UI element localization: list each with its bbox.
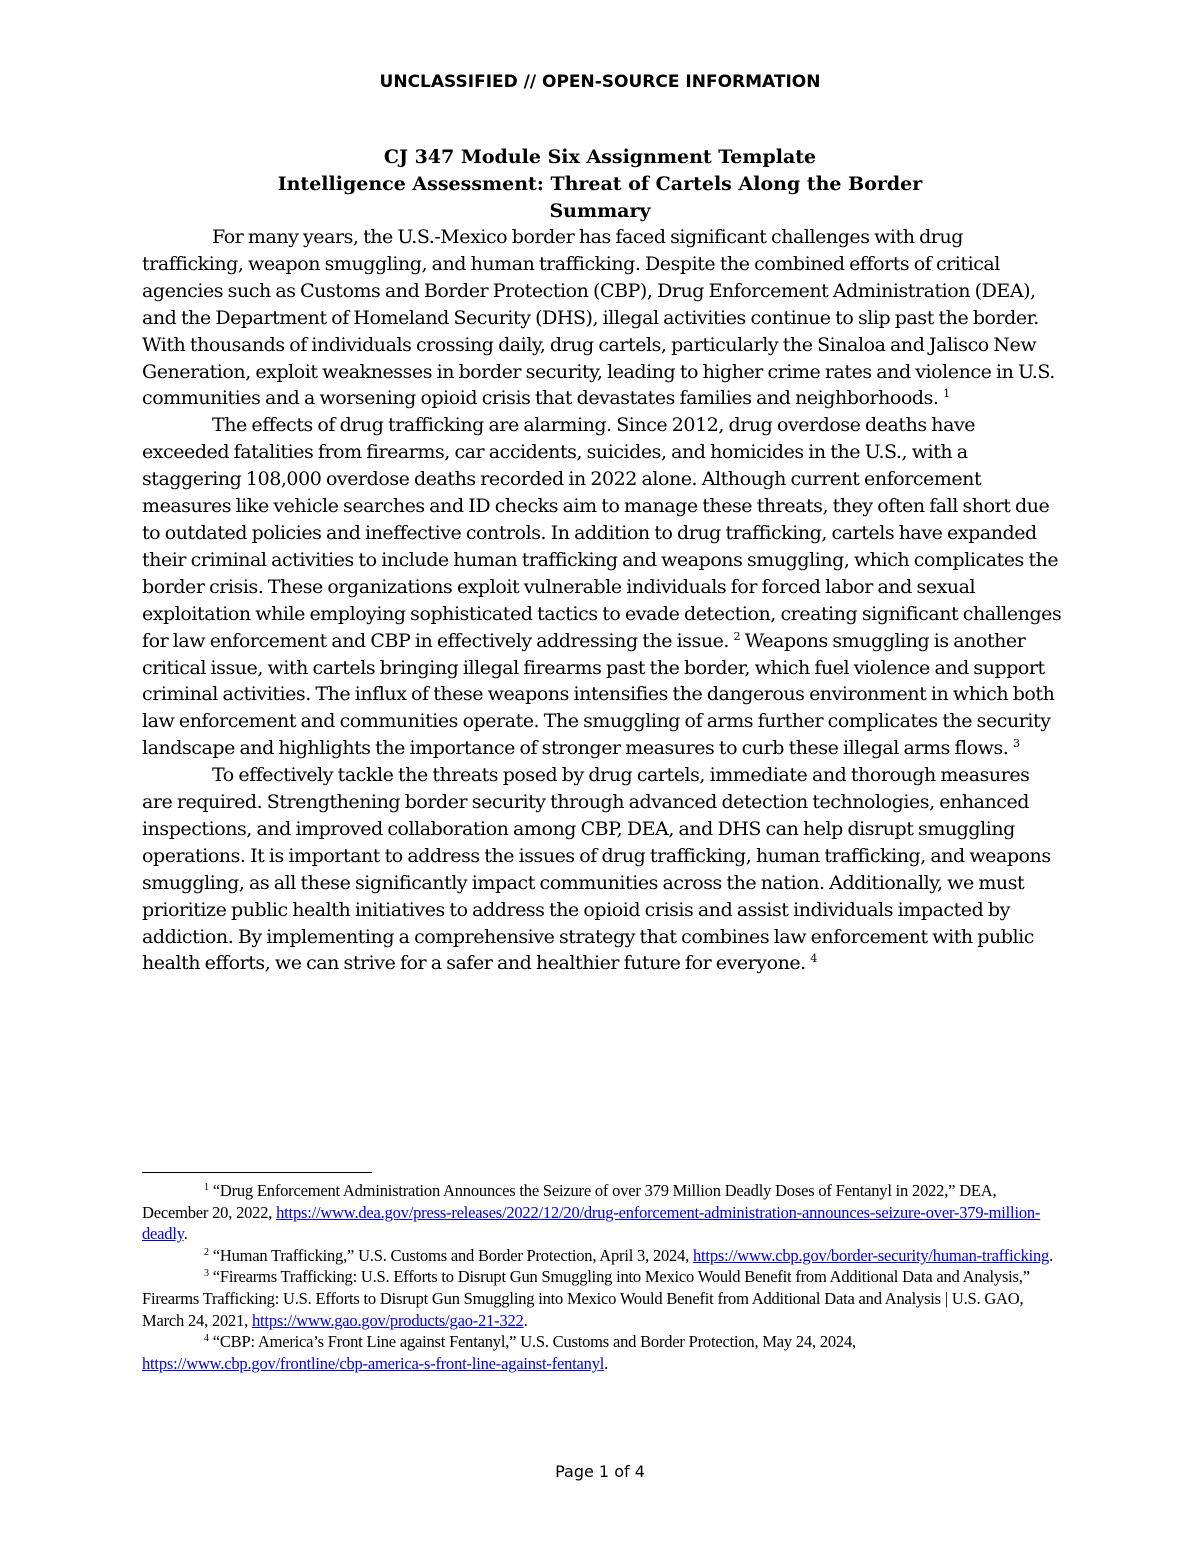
paragraph-text: Weapons smuggling is another critical issue, with cartels bringing illegal firearms past the border, which fuel violence and support criminal activities. The influx of these weapons intensifies the dangerous environment in which both law enforcement and communities operate. The smuggling of arms further complicates the security landscape and highlights the importance of stronger measures to curb these illegal arms flows. bbox=[142, 629, 1055, 760]
footnote-text: “Human Trafficking,” U.S. Customs and Border Protection, April 3, 2024, bbox=[208, 1245, 693, 1265]
paragraph-text: The effects of drug trafficking are alarming. Since 2012, drug overdose deaths have exceeded fatalities from firearms, car accidents, suicides, and homicides in the U.S., with a staggering 108,000 overdose deaths recorded in 2022 alone. Although current enforcement measures like vehicle searches and ID checks aim to manage these threats, they often fall short due to outdated policies and ineffective controls. In addition to drug trafficking, cartels have expanded their criminal activities to include human trafficking and weapons smuggling, which complicates the border crisis. These organizations exploit vulnerable individuals for forced labor and sexual exploitation while employing sophisticated tactics to evade detection, creating significant challenges for law enforcement and CBP in effectively addressing the issue. bbox=[142, 414, 1062, 652]
page-number: Page 1 of 4 bbox=[555, 1462, 645, 1481]
footnote-link[interactable]: https://www.gao.gov/products/gao-21-322 bbox=[252, 1310, 524, 1330]
footnote-3 bbox=[142, 1266, 1062, 1331]
section-heading-summary: Summary bbox=[549, 200, 651, 222]
footnote-separator bbox=[142, 1172, 372, 1173]
footnote-number: 3 bbox=[204, 1268, 209, 1280]
footnote-text: “Drug Enforcement Administration Announces the Seizure of over 379 Million Deadly Doses of Fentanyl in 2022,” DEA, December 20, 2022, bbox=[142, 1181, 997, 1222]
footnote-punct: . bbox=[604, 1353, 609, 1373]
footnote-link[interactable]: https://www.cbp.gov/frontline/cbp-america-s-front-line-against-fentanyl bbox=[142, 1353, 605, 1373]
paragraph-1 bbox=[142, 224, 1062, 412]
document-subtitle: Intelligence Assessment: Threat of Cartels Along the Border bbox=[277, 173, 923, 195]
footnote-punct: . bbox=[1049, 1245, 1054, 1265]
footnote-reference[interactable]: 1 bbox=[943, 387, 950, 401]
footnotes bbox=[142, 1180, 1062, 1374]
footnote-punct: . bbox=[523, 1310, 528, 1330]
footnote-reference[interactable]: 4 bbox=[810, 952, 817, 966]
footnote-text: “Firearms Trafficking: U.S. Efforts to Disrupt Gun Smuggling into Mexico Would Benefit from Additional Data and Analysis,” Firearms Trafficking: U.S. Efforts to Disrupt Gun Smuggling into Mexico Would Benefit from Additional Data and Analysis | U.S. GAO, March 24, 2021, bbox=[142, 1267, 1030, 1330]
paragraph-3 bbox=[142, 762, 1062, 977]
footnote-reference[interactable]: 2 bbox=[733, 629, 741, 643]
footnote-reference[interactable]: 3 bbox=[1012, 737, 1020, 751]
footnote-link[interactable]: https://www.cbp.gov/border-security/human-trafficking bbox=[693, 1245, 1050, 1265]
paragraph-2 bbox=[142, 412, 1062, 762]
footnote-1 bbox=[142, 1180, 1062, 1245]
footnote-text: “CBP: America’s Front Line against Fentanyl,” U.S. Customs and Border Protection, May 24, 2024, bbox=[208, 1332, 856, 1352]
paragraph-text: To effectively tackle the threats posed by drug cartels, immediate and thorough measures are required. Strengthening border security through advanced detection technologies, enhanced inspections, and improved collaboration among CBP, DEA, and DHS can help disrupt smuggling operations. It is important to address the issues of drug trafficking, human trafficking, and weapons smuggling, as all these significantly impact communities across the nation. Additionally, we must prioritize public health initiatives to address the opioid crisis and assist individuals impacted by addiction. By implementing a comprehensive strategy that combines law enforcement with public health efforts, we can strive for a safer and healthier future for everyone. bbox=[142, 764, 1051, 975]
footnote-number: 2 bbox=[204, 1246, 209, 1258]
classification-banner: UNCLASSIFIED // OPEN-SOURCE INFORMATION bbox=[379, 72, 821, 92]
footnote-2 bbox=[142, 1245, 1062, 1267]
document-title: CJ 347 Module Six Assignment Template bbox=[383, 146, 817, 168]
summary-body bbox=[142, 224, 1062, 977]
footnote-4 bbox=[142, 1331, 1062, 1374]
footnote-number: 1 bbox=[204, 1182, 209, 1193]
footnote-punct: . bbox=[183, 1224, 188, 1244]
paragraph-text: For many years, the U.S.-Mexico border has faced significant challenges with drug trafficking, weapon smuggling, and human trafficking. Despite the combined efforts of critical agencies such as Customs and Border Protection (CBP), Drug Enforcement Administration (DEA), and the Department of Homeland Security (DHS), illegal activities continue to slip past the border. With thousands of individuals crossing daily, drug cartels, particularly the Sinaloa and Jalisco New Generation, exploit weaknesses in border security, leading to higher crime rates and violence in U.S. communities and a worsening opioid crisis that devastates families and neighborhoods. bbox=[142, 226, 1055, 410]
footnote-number: 4 bbox=[204, 1333, 209, 1345]
footnote-link[interactable]: https://www.dea.gov/press-releases/2022/12/20/drug-enforcement-administration-announces-seizure-over-379-million-deadly bbox=[142, 1202, 1041, 1244]
